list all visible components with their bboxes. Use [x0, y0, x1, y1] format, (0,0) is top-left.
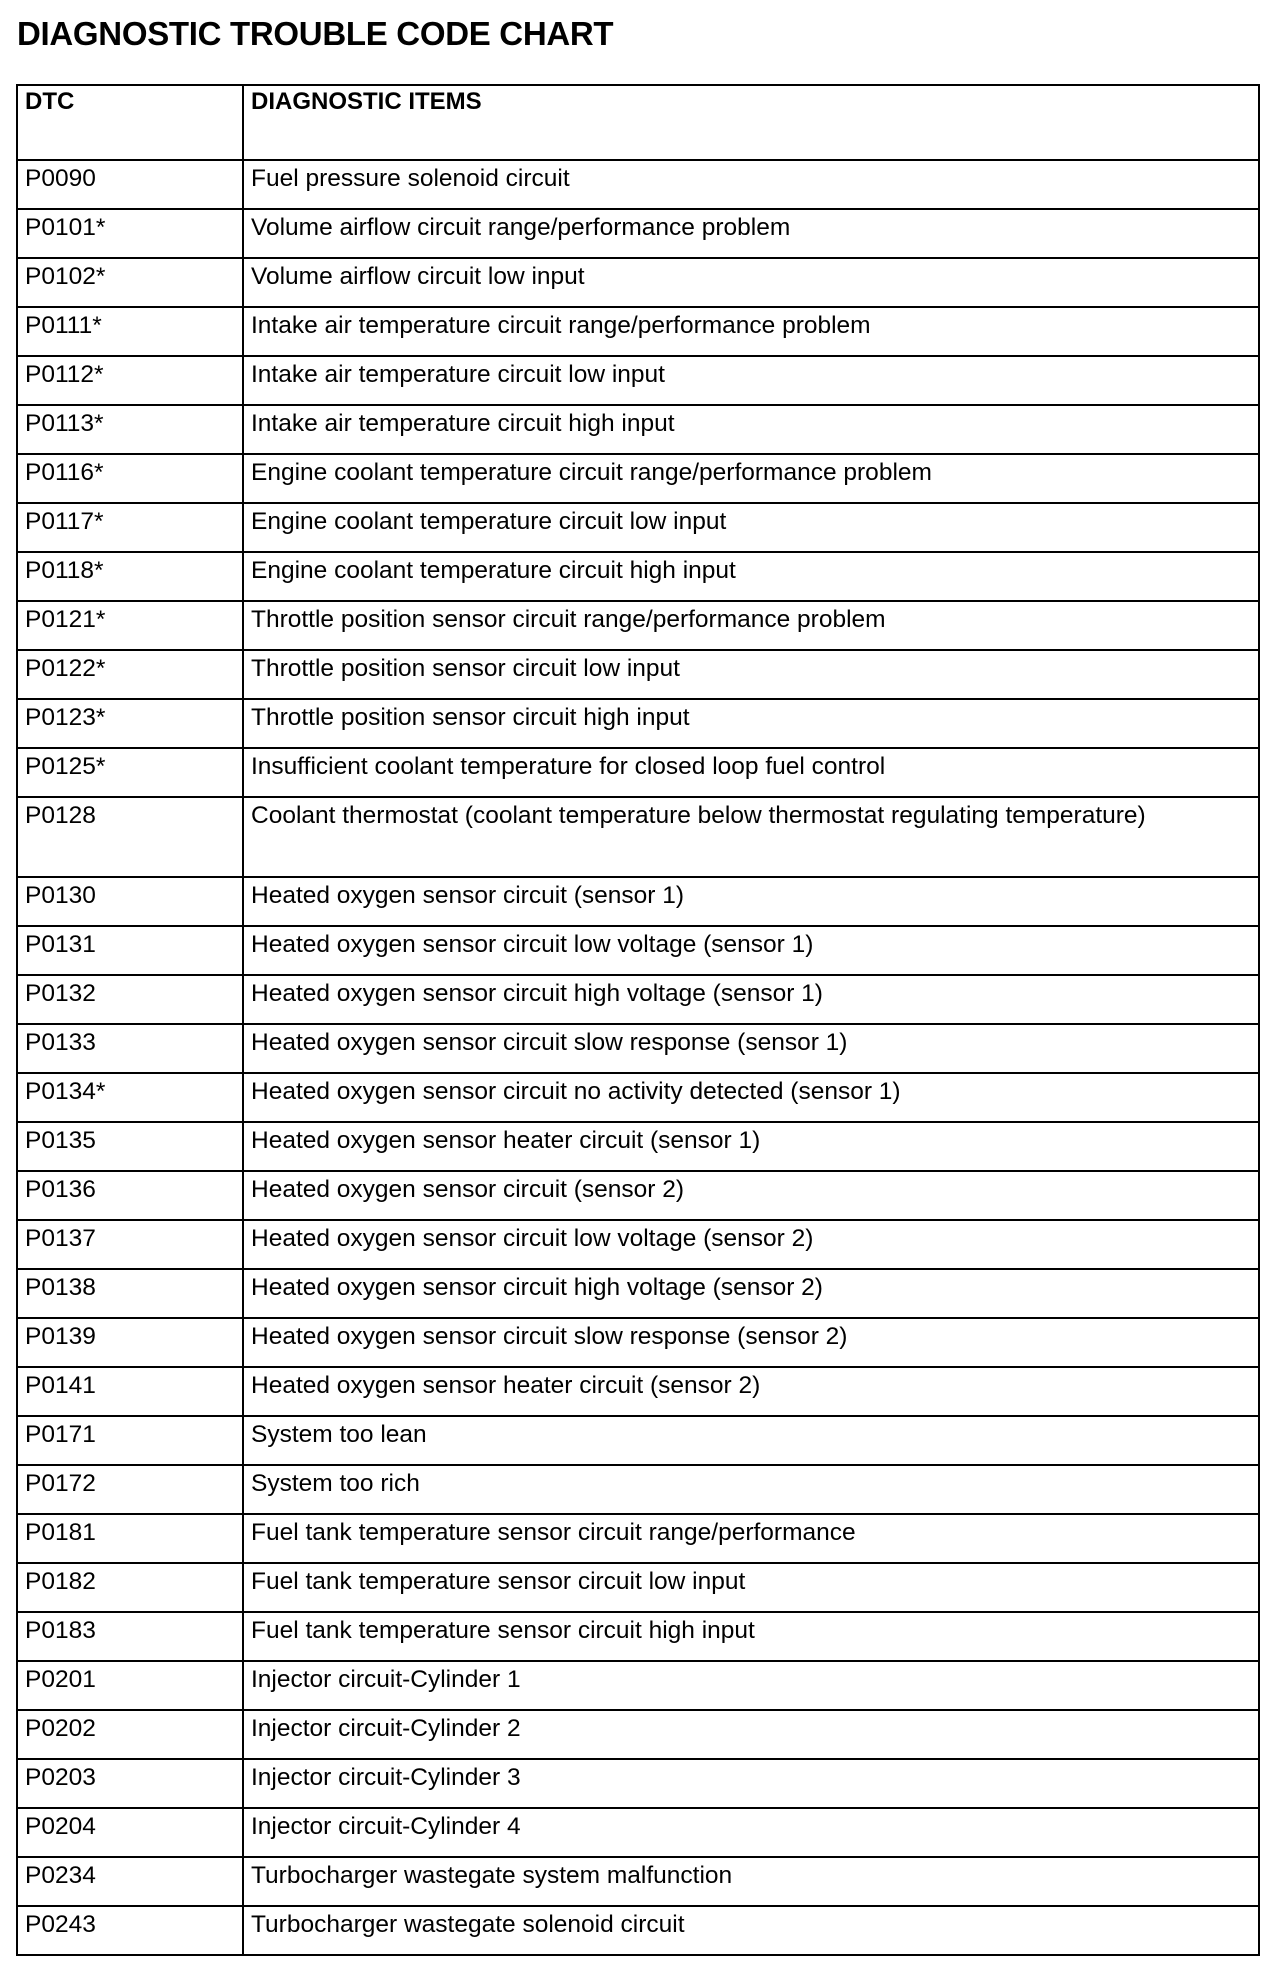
dtc-code-cell: P0181 [17, 1514, 243, 1563]
diagnostic-item-cell: Heated oxygen sensor circuit low voltage (sensor 1) [243, 926, 1259, 975]
column-header-diagnostic-items: DIAGNOSTIC ITEMS [243, 85, 1259, 160]
diagnostic-item-cell: Throttle position sensor circuit range/performance problem [243, 601, 1259, 650]
table-row [17, 1171, 1259, 1220]
diagnostic-item-cell: Injector circuit-Cylinder 2 [243, 1710, 1259, 1759]
diagnostic-item-cell: Engine coolant temperature circuit low input [243, 503, 1259, 552]
dtc-code-cell: P0243 [17, 1906, 243, 1955]
table-row [17, 699, 1259, 748]
table-row [17, 454, 1259, 503]
diagnostic-item-cell: Fuel tank temperature sensor circuit low input [243, 1563, 1259, 1612]
diagnostic-item-cell: Heated oxygen sensor circuit high voltage (sensor 2) [243, 1269, 1259, 1318]
table-row [17, 1759, 1259, 1808]
table-row [17, 1514, 1259, 1563]
diagnostic-item-cell: Intake air temperature circuit range/performance problem [243, 307, 1259, 356]
dtc-code-cell: P0204 [17, 1808, 243, 1857]
table-row [17, 650, 1259, 699]
diagnostic-item-cell: Fuel pressure solenoid circuit [243, 160, 1259, 209]
table-row [17, 926, 1259, 975]
table-row [17, 1269, 1259, 1318]
dtc-code-cell: P0123* [17, 699, 243, 748]
table-row [17, 1318, 1259, 1367]
diagnostic-item-cell: Engine coolant temperature circuit high input [243, 552, 1259, 601]
table-row [17, 258, 1259, 307]
table-row [17, 1563, 1259, 1612]
dtc-code-cell: P0234 [17, 1857, 243, 1906]
table-row [17, 1367, 1259, 1416]
diagnostic-item-cell: Heated oxygen sensor circuit (sensor 1) [243, 877, 1259, 926]
dtc-code-cell: P0122* [17, 650, 243, 699]
diagnostic-item-cell: Heated oxygen sensor heater circuit (sensor 1) [243, 1122, 1259, 1171]
dtc-code-cell: P0102* [17, 258, 243, 307]
dtc-code-cell: P0125* [17, 748, 243, 797]
table-row [17, 552, 1259, 601]
diagnostic-item-cell: Coolant thermostat (coolant temperature below thermostat regulating temperature) [243, 797, 1259, 877]
diagnostic-item-cell: Fuel tank temperature sensor circuit range/performance [243, 1514, 1259, 1563]
dtc-code-cell: P0139 [17, 1318, 243, 1367]
diagnostic-item-cell: Fuel tank temperature sensor circuit high input [243, 1612, 1259, 1661]
table-row [17, 1906, 1259, 1955]
table-row [17, 877, 1259, 926]
table-row [17, 748, 1259, 797]
table-row [17, 601, 1259, 650]
diagnostic-item-cell: Heated oxygen sensor circuit low voltage (sensor 2) [243, 1220, 1259, 1269]
table-row [17, 307, 1259, 356]
dtc-code-cell: P0202 [17, 1710, 243, 1759]
dtc-code-cell: P0137 [17, 1220, 243, 1269]
diagnostic-item-cell: Injector circuit-Cylinder 4 [243, 1808, 1259, 1857]
dtc-code-cell: P0136 [17, 1171, 243, 1220]
diagnostic-item-cell: Heated oxygen sensor circuit high voltage (sensor 1) [243, 975, 1259, 1024]
dtc-code-cell: P0130 [17, 877, 243, 926]
dtc-code-cell: P0131 [17, 926, 243, 975]
dtc-code-cell: P0135 [17, 1122, 243, 1171]
dtc-code-cell: P0118* [17, 552, 243, 601]
diagnostic-item-cell: Injector circuit-Cylinder 1 [243, 1661, 1259, 1710]
table-row [17, 356, 1259, 405]
table-row [17, 503, 1259, 552]
dtc-code-cell: P0113* [17, 405, 243, 454]
diagnostic-item-cell: Turbocharger wastegate system malfunction [243, 1857, 1259, 1906]
diagnostic-item-cell: Intake air temperature circuit low input [243, 356, 1259, 405]
table-row [17, 1465, 1259, 1514]
diagnostic-item-cell: Heated oxygen sensor circuit slow response (sensor 1) [243, 1024, 1259, 1073]
table-row [17, 1808, 1259, 1857]
table-row [17, 1122, 1259, 1171]
dtc-code-cell: P0121* [17, 601, 243, 650]
table-row [17, 209, 1259, 258]
dtc-code-cell: P0141 [17, 1367, 243, 1416]
dtc-code-cell: P0201 [17, 1661, 243, 1710]
diagnostic-item-cell: Heated oxygen sensor circuit slow response (sensor 2) [243, 1318, 1259, 1367]
diagnostic-item-cell: Insufficient coolant temperature for closed loop fuel control [243, 748, 1259, 797]
diagnostic-item-cell: Throttle position sensor circuit high input [243, 699, 1259, 748]
table-row [17, 1661, 1259, 1710]
diagnostic-item-cell: Heated oxygen sensor circuit (sensor 2) [243, 1171, 1259, 1220]
diagnostic-item-cell: Engine coolant temperature circuit range/performance problem [243, 454, 1259, 503]
table-row [17, 1857, 1259, 1906]
dtc-code-cell: P0101* [17, 209, 243, 258]
table-row [17, 1220, 1259, 1269]
dtc-code-cell: P0134* [17, 1073, 243, 1122]
diagnostic-item-cell: Injector circuit-Cylinder 3 [243, 1759, 1259, 1808]
dtc-code-cell: P0090 [17, 160, 243, 209]
dtc-code-cell: P0172 [17, 1465, 243, 1514]
table-row [17, 1416, 1259, 1465]
dtc-code-cell: P0112* [17, 356, 243, 405]
diagnostic-item-cell: Volume airflow circuit low input [243, 258, 1259, 307]
table-row [17, 1073, 1259, 1122]
dtc-code-cell: P0111* [17, 307, 243, 356]
diagnostic-item-cell: System too lean [243, 1416, 1259, 1465]
dtc-code-cell: P0117* [17, 503, 243, 552]
dtc-code-cell: P0128 [17, 797, 243, 877]
page-title: DIAGNOSTIC TROUBLE CODE CHART [17, 15, 614, 52]
table-row [17, 405, 1259, 454]
dtc-code-cell: P0182 [17, 1563, 243, 1612]
diagnostic-item-cell: Heated oxygen sensor circuit no activity detected (sensor 1) [243, 1073, 1259, 1122]
dtc-code-cell: P0138 [17, 1269, 243, 1318]
table-header-row [17, 85, 1259, 160]
diagnostic-item-cell: Throttle position sensor circuit low input [243, 650, 1259, 699]
dtc-code-cell: P0171 [17, 1416, 243, 1465]
dtc-code-cell: P0116* [17, 454, 243, 503]
table-row [17, 160, 1259, 209]
diagnostic-item-cell: Heated oxygen sensor heater circuit (sensor 2) [243, 1367, 1259, 1416]
table-row [17, 1612, 1259, 1661]
table-row [17, 797, 1259, 877]
diagnostic-item-cell: System too rich [243, 1465, 1259, 1514]
dtc-table [16, 84, 1260, 1956]
table-body [17, 160, 1259, 1955]
table-row [17, 1710, 1259, 1759]
diagnostic-item-cell: Volume airflow circuit range/performance problem [243, 209, 1259, 258]
dtc-code-cell: P0132 [17, 975, 243, 1024]
table-row [17, 1024, 1259, 1073]
table-row [17, 975, 1259, 1024]
dtc-code-cell: P0203 [17, 1759, 243, 1808]
dtc-code-cell: P0133 [17, 1024, 243, 1073]
column-header-dtc: DTC [17, 85, 243, 160]
dtc-code-cell: P0183 [17, 1612, 243, 1661]
diagnostic-item-cell: Intake air temperature circuit high input [243, 405, 1259, 454]
diagnostic-item-cell: Turbocharger wastegate solenoid circuit [243, 1906, 1259, 1955]
